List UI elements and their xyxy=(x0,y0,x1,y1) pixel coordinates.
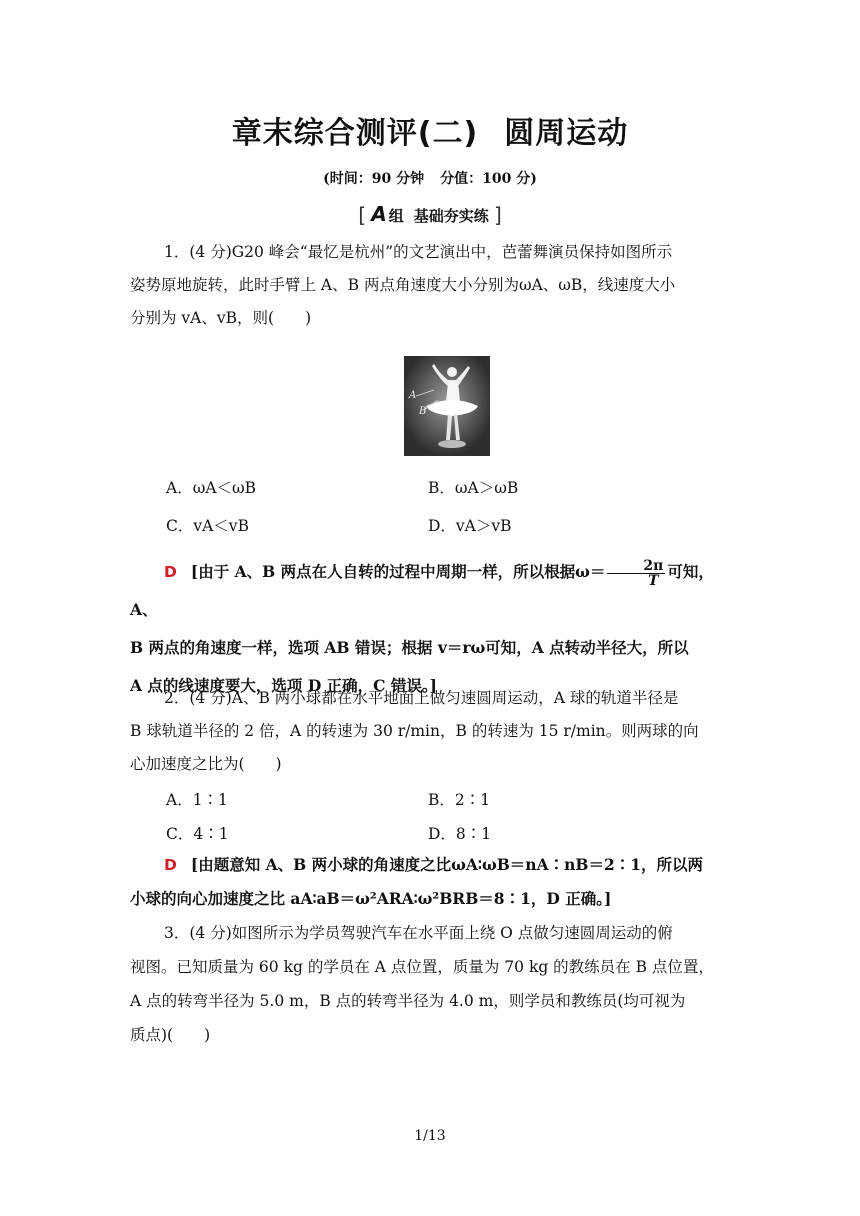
question-2-option-c: C．4∶1 xyxy=(166,825,229,843)
bracket-open: [ xyxy=(358,203,366,227)
question-2 xyxy=(130,682,730,781)
question-1 xyxy=(130,236,730,335)
group-title: 基础夯实练 xyxy=(413,207,489,225)
question-3-line-1: 3．(4 分)如图所示为学员驾驶汽车在水平面上绕 O 点做匀速圆周运动的俯 xyxy=(164,924,673,942)
question-1-answer-line-1: D [由于 A、B 两点在人自转的过程中周期一样，所以根据ω＝ $\frac{2\pi}{T}$ 可知，A、 xyxy=(130,557,714,619)
question-1-option-b: B．ωA＞ωB xyxy=(428,479,519,497)
question-3-line-4: 质点)( ) xyxy=(130,1026,211,1044)
question-2-option-d: D．8∶1 xyxy=(428,825,492,843)
page-title xyxy=(0,108,860,152)
question-2-answer-line-1: D [由题意知 A、B 两小球的角速度之比ωA∶ωB＝nA∶nB＝2∶1，所以两 xyxy=(164,855,704,874)
title-subtitle: 圆周运动 xyxy=(504,116,629,151)
question-2-option-b: B．2∶1 xyxy=(428,791,491,809)
figure-label-a: A xyxy=(409,390,417,401)
question-1-answer-letter: D xyxy=(164,563,177,581)
question-2-answer-letter: D xyxy=(164,856,177,874)
question-1-answer-line-2: B 两点的角速度一样，选项 AB 错误；根据 v＝rω可知，A 点转动半径大，所以 xyxy=(130,638,689,657)
title-main: 章末综合测评(二) xyxy=(231,116,479,151)
fraction-2pi-over-t: $\frac{2\pi}{T}$ xyxy=(607,559,665,588)
group-name: 组 xyxy=(388,207,404,225)
question-3-line-2: 视图。已知质量为 60 kg 的学员在 A 点位置，质量为 70 kg 的教练员在 B 点位置， xyxy=(130,958,714,976)
question-3 xyxy=(130,916,730,1052)
question-1-answer-line-3: A 点的线速度要大，选项 D 正确，C 错误。] xyxy=(130,676,437,695)
question-2-answer xyxy=(130,848,730,916)
question-1-options-row-1 xyxy=(166,476,766,506)
question-3-line-3: A 点的转弯半径为 5.0 m，B 点的转弯半径为 4.0 m，则学员和教练员(均可视为 xyxy=(130,992,686,1010)
figure-label-b: B xyxy=(419,406,427,417)
group-heading xyxy=(0,202,860,227)
question-1-line-2: 姿势原地旋转，此时手臂上 A、B 两点角速度大小分别为ωA、ωB，线速度大小 xyxy=(130,276,676,294)
question-2-options-row-1 xyxy=(166,788,766,818)
question-1-line-3: 分别为 vA、vB，则( ) xyxy=(130,309,312,327)
score-info: 分值：100 分) xyxy=(440,171,537,187)
ballet-dancer-photo xyxy=(404,356,490,456)
question-1-options-row-2 xyxy=(166,514,766,544)
exam-meta xyxy=(0,168,860,188)
question-1-option-d: D．vA＞vB xyxy=(428,517,512,535)
question-2-line-1: 2．(4 分)A、B 两小球都在水平地面上做匀速圆周运动，A 球的轨道半径是 xyxy=(164,689,679,707)
question-2-line-3: 心加速度之比为( ) xyxy=(130,755,282,773)
question-1-line-1: 1．(4 分)G20 峰会“最忆是杭州”的文艺演出中，芭蕾舞演员保持如图所示 xyxy=(164,243,673,261)
group-letter: A xyxy=(371,202,387,226)
bracket-close: ] xyxy=(493,203,502,227)
time-info: (时间：90 分钟 xyxy=(323,171,425,187)
question-1-option-a: A．ωA＜ωB xyxy=(166,479,257,497)
question-2-line-2: B 球轨道半径的 2 倍，A 的转速为 30 r/min，B 的转速为 15 r/min。则两球的向 xyxy=(130,722,699,740)
page-number: 1/13 xyxy=(414,1128,446,1144)
question-1-option-c: C．vA＜vB xyxy=(166,517,249,535)
question-2-answer-line-2: 小球的向心加速度之比 aA∶aB＝ω²ARA∶ω²BRB＝8∶1，D 正确。] xyxy=(130,889,612,908)
question-2-option-a: A．1∶1 xyxy=(166,791,228,809)
